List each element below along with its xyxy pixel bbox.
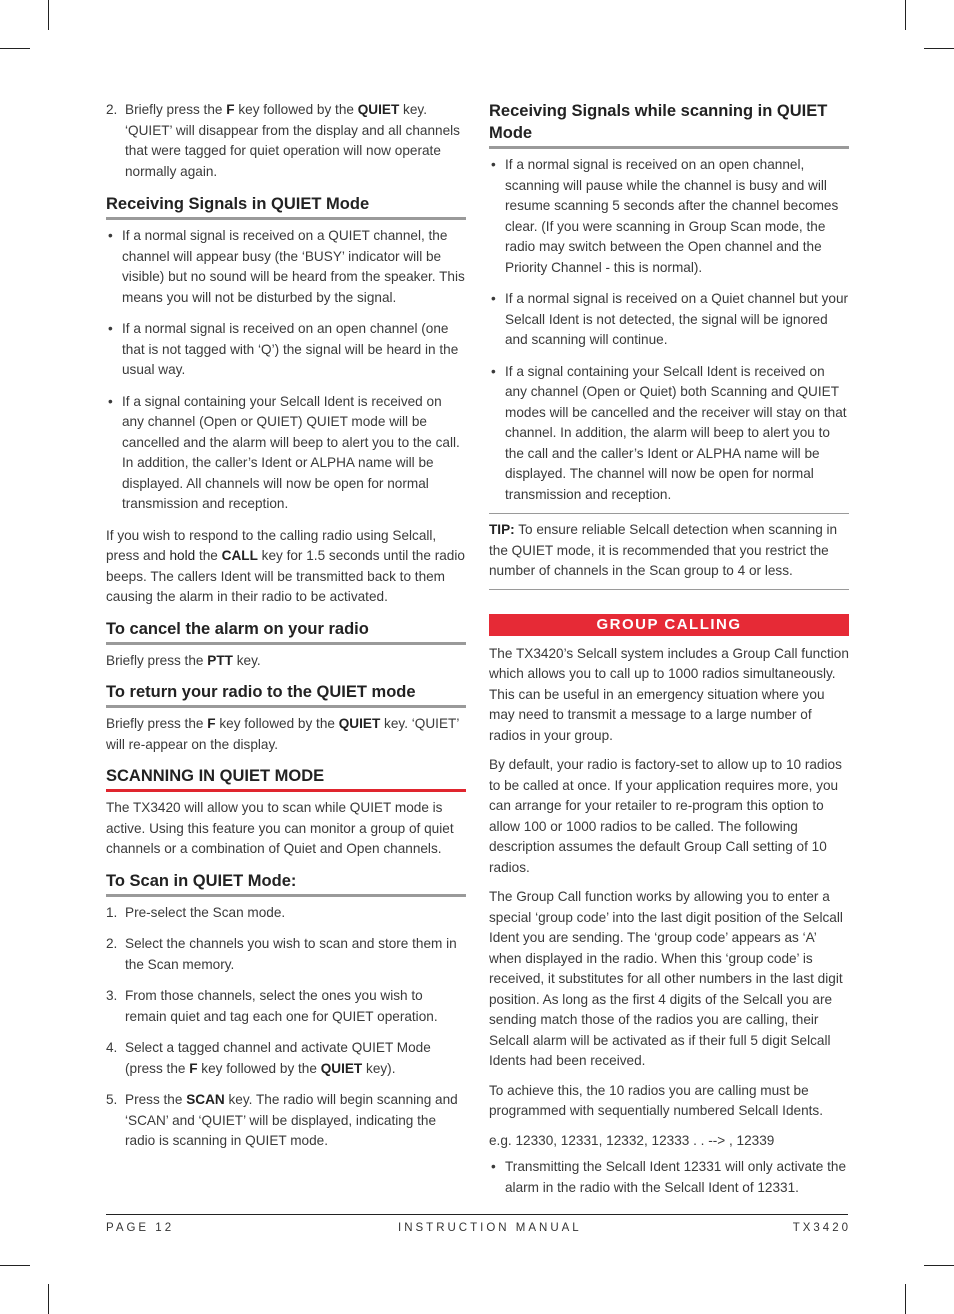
crop-mark (905, 1284, 906, 1314)
crop-mark (48, 0, 49, 30)
crop-mark (905, 0, 906, 30)
to-scan-heading: To Scan in QUIET Mode: (106, 870, 466, 897)
return-paragraph: Briefly press the F key followed by the QUIET key. ‘QUIET’ will re-appear on the display. (106, 716, 459, 752)
step-item: 2. Briefly press the F key followed by the QUIET key. ‘QUIET’ will disappear from the display and all channels that were tagged for quiet operation will now operate normally again. (106, 102, 460, 179)
page-number: PAGE 12 (106, 1222, 175, 1234)
left-column (106, 100, 466, 1163)
step-item: 5. Press the SCAN key. The radio will begin scanning and ‘SCAN’ and ‘QUIET’ will be displayed, indicating the radio is scanning in QUIET mode. (106, 1092, 458, 1148)
example-line: e.g. 12330, 12331, 12332, 12333 . . --> , 12339 (489, 1132, 775, 1148)
crop-mark (0, 48, 30, 49)
step-item: 1. Pre-select the Scan mode. (106, 904, 286, 920)
list-item: • If a normal signal is received on an open channel, scanning will pause while the channel is busy and will resume scanning 5 seconds after the channel becomes clear. (If you were scanning in Group Scan mode, the radio may switch between the Open channel and the Priority Channel - this is normal). (491, 157, 839, 275)
tip-label: TIP: (489, 522, 515, 537)
model-name: TX3420 (792, 1222, 851, 1234)
list-item: • If a normal signal is received on a QUIET channel, the channel will appear busy (the ‘BUSY’ indicator will be visible) but no sound will be heard from the speaker. This means you will not be disturbed by the signal. (108, 228, 465, 305)
scanning-paragraph: The TX3420 will allow you to scan while QUIET mode is active. Using this feature you can monitor a group of quiet channels or a combination of Quiet and Open channels. (106, 800, 454, 856)
tip-box: TIP: To ensure reliable Selcall detection when scanning in the QUIET mode, it is recommended that you restrict the number of channels in the Scan group to 4 or less. (489, 513, 849, 590)
paragraph: The Group Call function works by allowing you to enter a special ‘group code’ into the last digit position of the Selcall Ident you are sending. The ‘group code’ appears as ‘A’ when displayed in the radio. When this ‘group code’ is received, it substitutes for all other numbers in the last digit position. As long as the first 4 digits of the Selcall you are sending match those of the radios you are calling, their Selcall alarm will be activated as if their full 5 digit Selcall Idents had been received. (489, 889, 843, 1068)
respond-paragraph: If you wish to respond to the calling radio using Selcall, press and hold the CALL key for 1.5 seconds until the radio beeps. The callers Ident will be transmitted back to them causing the alarm in their radio to be activated. (106, 527, 465, 604)
step-item: 3. From those channels, select the ones you wish to remain quiet and tag each one for QUIET operation. (106, 988, 438, 1024)
list-item: • If a signal containing your Selcall Ident is received on any channel (Open or QUIET) QUIET mode will be cancelled and the alarm will beep to alert you to the call. In addition, the caller’s Ident or ALPHA name will be displayed. All channels will now be open for normal transmission and reception. (108, 393, 460, 511)
footer-rule (106, 1214, 848, 1215)
list-item: • If a signal containing your Selcall Ident is received on any channel (Open or Quiet) both Scanning and QUIET modes will be cancelled and the receiver will stay on that channel. In addition, the alarm will beep to alert you to the call and the caller’s Ident or ALPHA name will be displayed. The channel will now be open for normal transmission and reception. (491, 363, 847, 502)
group-calling-banner: GROUP CALLING (489, 614, 849, 636)
paragraph: By default, your radio is factory-set to allow up to 10 radios to be called at once. If your application requires more, you can arrange for your retailer to re-program this option to allow 100 or 1000 radios to be called. The following description assumes the default Group Call setting of 10 radios. (489, 757, 842, 875)
paragraph: To achieve this, the 10 radios you are calling must be programmed with sequentially numbered Selcall Idents. (489, 1082, 823, 1118)
scanning-receive-heading: Receiving Signals while scanning in QUIET Mode (489, 100, 849, 149)
step-item: 4. Select a tagged channel and activate QUIET Mode (press the F key followed by the QUIET key). (106, 1040, 431, 1076)
return-quiet-heading: To return your radio to the QUIET mode (106, 681, 466, 708)
right-column (489, 100, 849, 1209)
step-item: 2. Select the channels you wish to scan and store them in the Scan memory. (106, 936, 457, 972)
paragraph: The TX3420’s Selcall system includes a Group Call function which allows you to call up to 1000 radios simultaneously. This can be useful in an emergency situation where you may need to transmit a message to a large number of radios in your group. (489, 645, 849, 743)
scanning-heading: SCANNING IN QUIET MODE (106, 765, 466, 792)
receiving-heading: Receiving Signals in QUIET Mode (106, 193, 466, 220)
list-item: • If a normal signal is received on an open channel (one that is not tagged with ‘Q’) the signal will be heard in the usual way. (108, 321, 459, 377)
crop-mark (48, 1284, 49, 1314)
crop-mark (924, 48, 954, 49)
list-item: • Transmitting the Selcall Ident 12331 will only activate the alarm in the radio with the Selcall Ident of 12331. (491, 1159, 847, 1195)
list-item: • If a normal signal is received on a Quiet channel but your Selcall Ident is not detected, the signal will be ignored and scanning will continue. (491, 291, 849, 347)
manual-title: INSTRUCTION MANUAL (398, 1222, 582, 1234)
cancel-alarm-heading: To cancel the alarm on your radio (106, 618, 466, 645)
cancel-paragraph: Briefly press the PTT key. (106, 652, 261, 668)
crop-mark (924, 1265, 954, 1266)
crop-mark (0, 1265, 30, 1266)
